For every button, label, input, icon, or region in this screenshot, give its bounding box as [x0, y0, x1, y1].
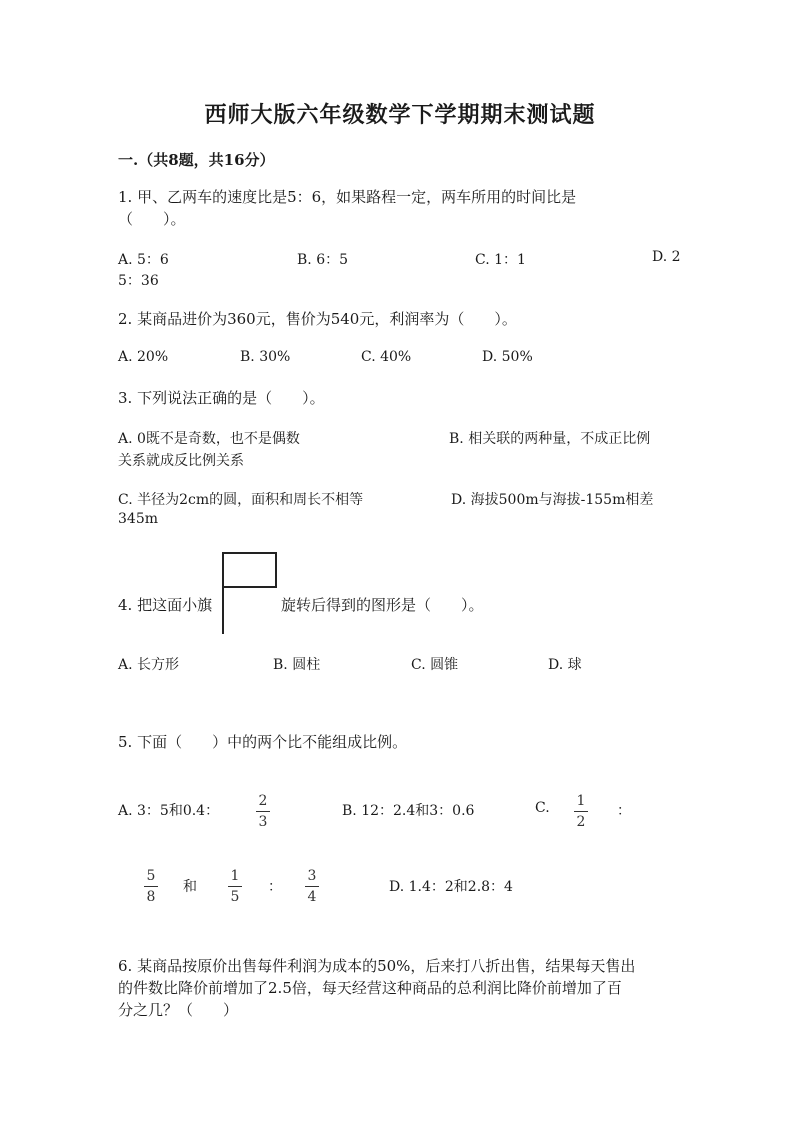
- question-4-prefix: 4. 把这面小旗: [118, 596, 213, 614]
- question-3-option-c: C. 半径为2cm的圆，面积和周长不相等: [118, 492, 364, 508]
- question-4-option-c: C. 圆锥: [411, 657, 459, 673]
- fraction-c2: [144, 868, 158, 905]
- question-5-option-c-label: C.: [535, 800, 550, 816]
- fraction-c3: [228, 868, 242, 905]
- question-4-option-b: B. 圆柱: [273, 657, 321, 673]
- question-6-line-3: 分之几？（ ）: [118, 1001, 239, 1019]
- fraction-c1: [574, 793, 588, 830]
- question-3-option-d-wrap: 345m: [118, 511, 158, 527]
- question-1-option-c: C. 1：1: [475, 252, 526, 268]
- question-3-option-b-wrap: 关系就成反比例关系: [118, 453, 244, 469]
- question-1-option-b: B. 6：5: [297, 252, 349, 268]
- fraction-c2-denominator: 8: [146, 889, 156, 905]
- ratio-colon-2: ：: [268, 879, 282, 895]
- fraction-c4-numerator: 3: [307, 868, 317, 884]
- section-heading: 一.（共8题，共16分）: [118, 151, 275, 169]
- question-2-option-b: B. 30%: [240, 349, 291, 365]
- question-1-line-2: （ ）。: [118, 210, 186, 228]
- question-1-line-1: 1. 甲、乙两车的速度比是5：6，如果路程一定，两车所用的时间比是: [118, 188, 577, 206]
- fraction-c4: [305, 868, 319, 905]
- question-5-text: 5. 下面（ ）中的两个比不能组成比例。: [118, 733, 408, 751]
- question-2-option-c: C. 40%: [361, 349, 412, 365]
- fraction-a-numerator: 2: [258, 793, 268, 809]
- fraction-a-denominator: 3: [258, 814, 268, 830]
- question-3-option-d: D. 海拔500m与海拔-155m相差: [451, 492, 654, 508]
- question-1-option-d: D. 2: [652, 249, 681, 265]
- question-6-line-2: 的件数比降价前增加了2.5倍，每天经营这种商品的总利润比降价前增加了百: [118, 979, 622, 997]
- and-word: 和: [183, 879, 197, 895]
- question-4-option-a: A. 长方形: [118, 657, 180, 673]
- question-3-text: 3. 下列说法正确的是（ ）。: [118, 389, 325, 407]
- question-2-option-d: D. 50%: [482, 349, 533, 365]
- question-2-text: 2. 某商品进价为360元，售价为540元，利润率为（ ）。: [118, 310, 517, 328]
- question-3-option-a: A. 0既不是奇数，也不是偶数: [118, 431, 300, 447]
- fraction-a: [256, 793, 270, 830]
- question-3-option-b: B. 相关联的两种量，不成正比例: [449, 431, 651, 447]
- page-title: 西师大版六年级数学下学期期末测试题: [204, 102, 596, 128]
- question-4-option-d: D. 球: [548, 657, 582, 673]
- fraction-c1-denominator: 2: [576, 814, 586, 830]
- question-5-option-d: D. 1.4：2和2.8：4: [389, 879, 513, 895]
- fraction-c2-numerator: 5: [146, 868, 156, 884]
- question-5-option-b: B. 12：2.4和3：0.6: [342, 803, 475, 819]
- question-2-option-a: A. 20%: [118, 349, 169, 365]
- question-4-suffix: 旋转后得到的图形是（ ）。: [281, 596, 484, 614]
- fraction-c1-numerator: 1: [576, 793, 586, 809]
- fraction-c3-numerator: 1: [230, 868, 240, 884]
- ratio-colon-1: ：: [617, 803, 631, 819]
- question-6-line-1: 6. 某商品按原价出售每件利润为成本的50%，后来打八折出售，结果每天售出: [118, 957, 636, 975]
- question-5-option-a: A. 3：5和0.4：: [118, 803, 220, 819]
- fraction-c4-denominator: 4: [307, 889, 317, 905]
- flag-figure: [221, 552, 277, 634]
- question-1-option-d-wrap: 5：36: [118, 273, 159, 289]
- question-1-option-a: A. 5：6: [118, 252, 169, 268]
- fraction-c3-denominator: 5: [230, 889, 240, 905]
